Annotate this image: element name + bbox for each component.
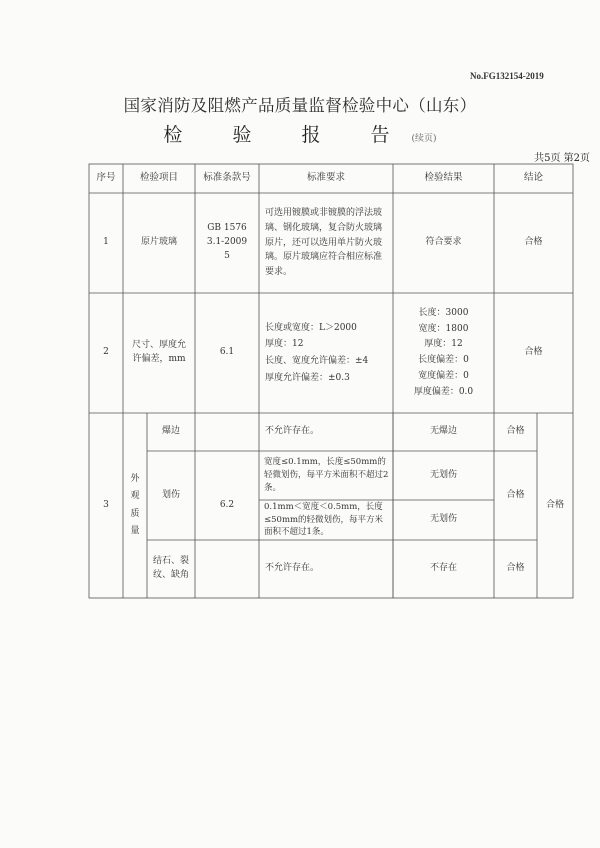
row1-conclusion: 合格 [524, 237, 543, 248]
header-requirement: 标准要求 [306, 172, 345, 184]
row1-clause: GB 15763.1-2009 5 [206, 223, 248, 261]
header-seq: 序号 [96, 172, 116, 184]
subitem-name: 爆边 [161, 426, 180, 437]
header-clause: 标准条款号 [203, 172, 251, 184]
row3-conclusion: 合格 [545, 499, 564, 510]
result-line: 长度偏差：0 [418, 355, 469, 365]
header-item: 检验项目 [139, 172, 178, 184]
row1-seq: 1 [103, 237, 109, 248]
row2-requirement [265, 293, 393, 413]
requirement-line: 长度或宽度：L＞2000 [265, 322, 357, 333]
continued-page-label: (续页) [411, 134, 437, 144]
result-line: 厚度：12 [424, 339, 463, 350]
subitem-conclusion: 合格 [506, 563, 525, 574]
subitem-result: 无划伤 [429, 469, 457, 480]
row3-seq: 3 [103, 499, 109, 510]
row1-item: 原片玻璃 [140, 237, 177, 248]
page-info: 共5页 第2页 [534, 153, 590, 164]
row2-conclusion: 合格 [524, 347, 543, 358]
report-number: No.FG132154-2019 [470, 71, 544, 81]
subitem-requirement: 0.1mm＜宽度＜0.5mm，长度≤50mm的轻微划伤，每平方米面积不超过1条。 [264, 501, 384, 538]
row3-clause: 6.2 [219, 499, 235, 510]
subitem-conclusion: 合格 [506, 489, 525, 500]
subitem-name: 划伤 [161, 489, 180, 500]
subitem-conclusion: 合格 [506, 426, 525, 437]
header-conclusion: 结论 [523, 172, 543, 184]
requirement-line: 长度、宽度允许偏差：±4 [265, 356, 369, 366]
subitem-requirement: 不允许存在。 [265, 426, 320, 437]
header-result: 检验结果 [424, 172, 463, 184]
subitem-name: 结石、裂纹、缺角 [152, 556, 189, 580]
row2-item: 尺寸、厚度允许偏差，mm [131, 340, 186, 364]
subitem-requirement: 不允许存在。 [265, 563, 320, 574]
row2-clause: 6.1 [219, 347, 235, 358]
subitem-requirement: 宽度≤0.1mm，长度≤50mm的轻微划伤，每平方米面积不超过2条。 [264, 457, 389, 493]
subitem-result: 无划伤 [429, 514, 457, 525]
result-line: 宽度偏差：0 [418, 370, 469, 381]
requirement-line: 厚度：12 [265, 339, 304, 350]
requirement-line: 厚度允许偏差：±0.3 [265, 372, 350, 383]
row1-result: 符合要求 [425, 237, 462, 248]
result-line: 宽度：1800 [418, 323, 469, 334]
row2-result [393, 293, 494, 413]
organization-name: 国家消防及阻燃产品质量监督检验中心（山东） [123, 96, 477, 115]
row2-seq: 2 [103, 347, 109, 358]
subitem-result: 无爆边 [429, 426, 457, 437]
row1-requirement: 可选用镀膜或非镀膜的浮法玻璃、钢化玻璃，复合防火玻璃原片，还可以选用单片防火玻璃。原片玻璃应符合相应标准要求。 [265, 207, 383, 278]
row3-item: 外观质量 [130, 474, 140, 536]
report-title-text: 检 验 报 告 [163, 124, 412, 146]
subitem-result: 不存在 [429, 563, 457, 574]
result-line: 长度：3000 [418, 307, 469, 318]
result-line: 厚度偏差：0.0 [413, 386, 474, 397]
